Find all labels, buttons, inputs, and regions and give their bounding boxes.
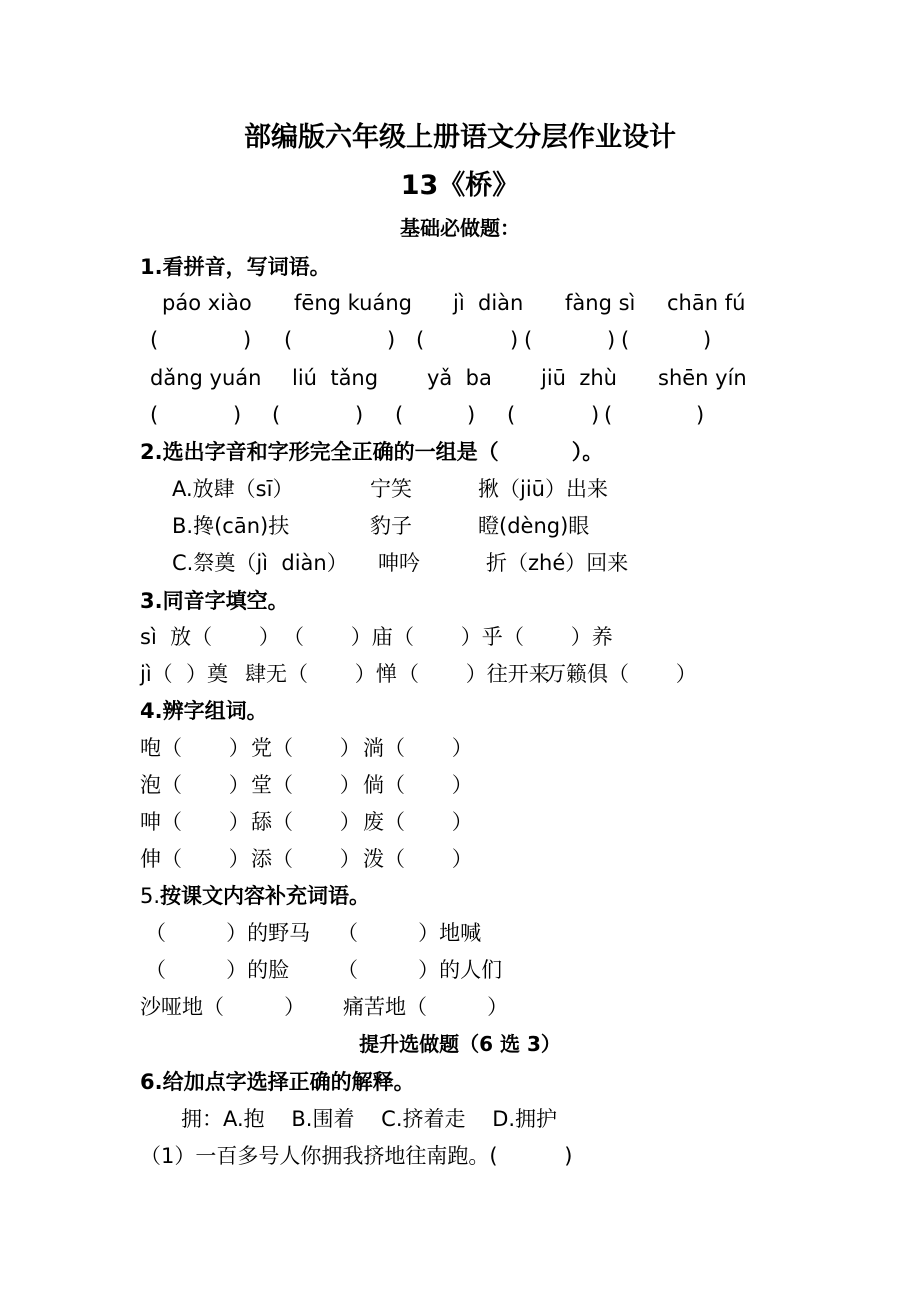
word-item: 党（ ） xyxy=(251,736,361,760)
blank-open-paren: ( xyxy=(150,328,159,352)
document-title: 部编版六年级上册语文分层作业设计 xyxy=(244,122,676,153)
blank-close-paren: ) xyxy=(233,403,242,427)
pinyin-item: yǎ ba xyxy=(427,366,492,390)
fill-item: 沙哑地（ ） xyxy=(140,995,306,1019)
option-part: A.放肆（sī） xyxy=(172,477,294,501)
option-part: 呻吟 xyxy=(378,551,420,575)
option-part: C.祭奠（jì diàn） xyxy=(172,551,348,575)
fill-item: （ ）乎 xyxy=(393,625,503,649)
blank-close-paren: ) xyxy=(467,403,476,427)
pinyin-item: liú tǎng xyxy=(292,366,379,390)
blank-close-paren: ) xyxy=(591,403,600,427)
option-part: 宁笑 xyxy=(370,477,412,501)
q5-number: 5. xyxy=(140,884,161,908)
fill-item: （ ）庙 xyxy=(283,625,393,649)
basic-section-heading: 基础必做题： xyxy=(400,216,520,240)
option-part: 瞪(dèng)眼 xyxy=(478,514,590,538)
word-item: 呻（ ） xyxy=(140,810,250,834)
q6-heading: 6.给加点字选择正确的解释。 xyxy=(140,1070,415,1094)
fill-item: （ ）往开来 xyxy=(398,662,550,686)
fill-item: （ ）的野马 xyxy=(145,921,311,945)
pinyin-item: fàng sì xyxy=(565,291,636,315)
fill-item: （ ）养 xyxy=(503,625,613,649)
blank-open-paren: ( xyxy=(507,403,516,427)
fill-item: 痛苦地（ ） xyxy=(343,995,509,1019)
q4-heading: 4.辨字组词。 xyxy=(140,699,268,723)
fill-item: sì 放（ ） xyxy=(140,625,280,649)
fill-item: （ ）地喊 xyxy=(337,921,482,945)
option-part: 折（zhé）回来 xyxy=(486,551,629,575)
pinyin-item: dǎng yuán xyxy=(150,366,262,390)
blank-close-paren: ) xyxy=(607,328,616,352)
word-item: 堂（ ） xyxy=(251,773,361,797)
q3-heading: 3.同音字填空。 xyxy=(140,589,289,613)
word-item: 泼（ ） xyxy=(363,847,473,871)
q6-item-1: （1）一百多号人你拥我挤地往南跑。( ) xyxy=(140,1144,573,1168)
blank-open-paren: ( xyxy=(416,328,425,352)
pinyin-item: chān fú xyxy=(667,291,746,315)
blank-close-paren: ) xyxy=(243,328,252,352)
blank-open-paren: ( xyxy=(604,403,613,427)
pinyin-item: páo xiào xyxy=(162,291,252,315)
word-item: 伸（ ） xyxy=(140,847,250,871)
q2-heading: 2.选出字音和字形完全正确的一组是（ ）。 xyxy=(140,440,604,464)
blank-open-paren: ( xyxy=(621,328,630,352)
blank-close-paren: ) xyxy=(696,403,705,427)
word-item: 添（ ） xyxy=(251,847,361,871)
blank-open-paren: ( xyxy=(284,328,293,352)
pinyin-item: jiū zhù xyxy=(541,366,617,390)
blank-open-paren: ( xyxy=(395,403,404,427)
blank-open-paren: ( xyxy=(272,403,281,427)
fill-item: jì（ ）奠 xyxy=(140,662,229,686)
blank-close-paren: ) xyxy=(355,403,364,427)
fill-item: （ ）的人们 xyxy=(337,958,503,982)
fill-item: （ ）的脸 xyxy=(145,958,290,982)
word-item: 咆（ ） xyxy=(140,736,250,760)
fill-item: 万籁俱（ ） xyxy=(545,662,697,686)
option-part: 豹子 xyxy=(370,514,412,538)
lesson-title: 13《桥》 xyxy=(400,170,520,201)
blank-open-paren: ( xyxy=(524,328,533,352)
q5-heading xyxy=(140,886,370,907)
blank-close-paren: ) xyxy=(703,328,712,352)
word-item: 舔（ ） xyxy=(251,810,361,834)
word-item: 泡（ ） xyxy=(140,773,250,797)
word-item: 倘（ ） xyxy=(363,773,473,797)
q6-choices: 拥：A.抱 B.围着 C.挤着走 D.拥护 xyxy=(181,1107,558,1131)
blank-close-paren: ) xyxy=(387,328,396,352)
option-part: 揪（jiū）出来 xyxy=(478,477,608,501)
fill-item: 肆无（ ）惮 xyxy=(245,662,397,686)
word-item: 废（ ） xyxy=(363,810,473,834)
pinyin-item: fēng kuáng xyxy=(294,291,412,315)
pinyin-item: shēn yín xyxy=(658,366,747,390)
advanced-section-heading: 提升选做题（6 选 3） xyxy=(359,1032,561,1056)
q5-heading-text: 按课文内容补充词语。 xyxy=(160,884,371,908)
blank-close-paren: ) xyxy=(510,328,519,352)
pinyin-item: jì diàn xyxy=(453,291,524,315)
word-item: 淌（ ） xyxy=(363,736,473,760)
blank-open-paren: ( xyxy=(150,403,159,427)
option-part: B.搀(cān)扶 xyxy=(172,514,290,538)
q1-heading: 1.看拼音，写词语。 xyxy=(140,255,331,279)
